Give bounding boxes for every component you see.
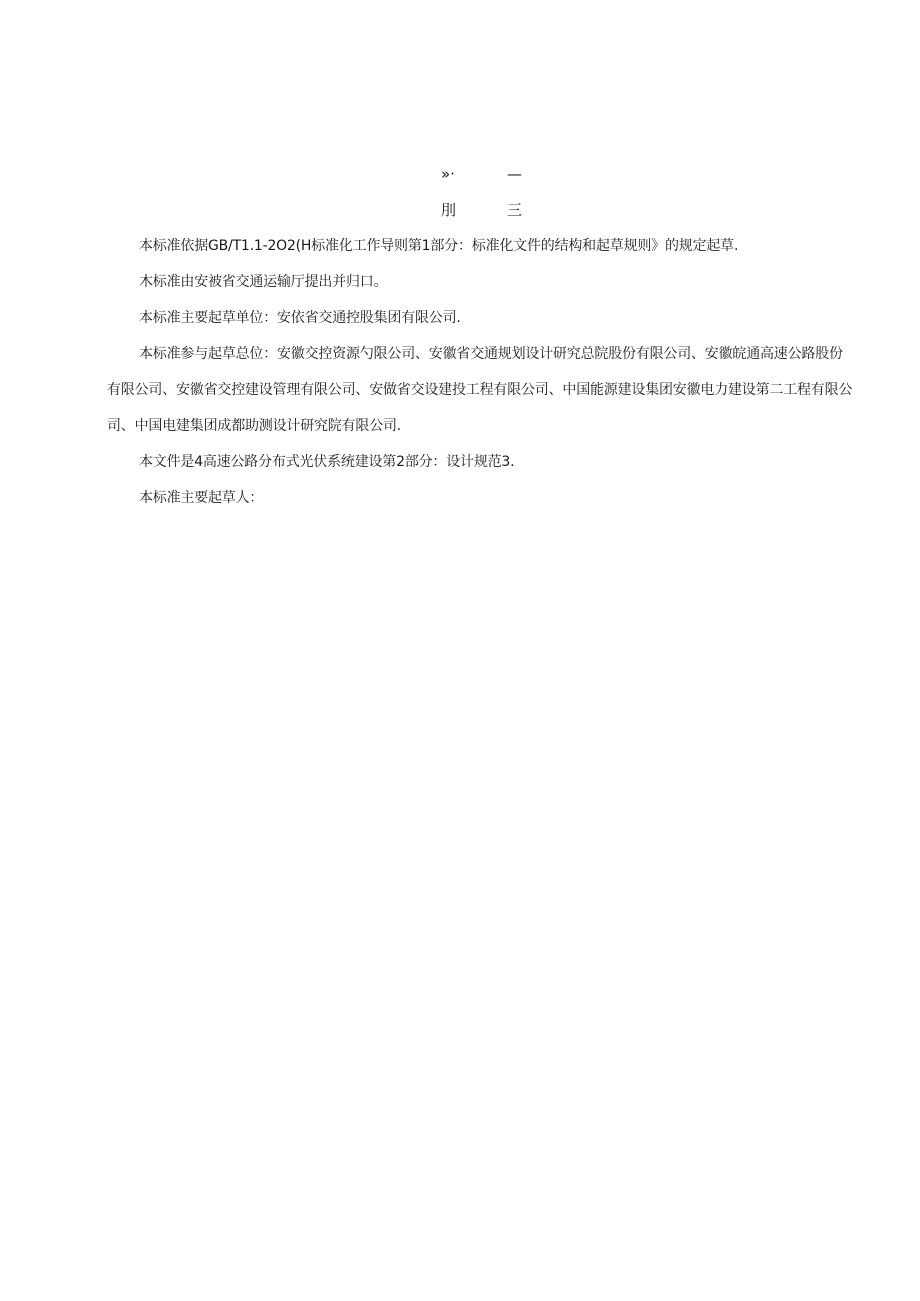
paragraph-main-drafting-unit: 本标准主要起草单位：安依省交通控股集团有限公司. — [139, 310, 461, 326]
heading-title-right: 三 — [507, 201, 523, 219]
heading-mark-left: »· — [441, 165, 455, 183]
paragraph-proposer: 木标准由安被省交通运输厅提出并归口。 — [139, 274, 388, 290]
heading-title-left: 刖 — [441, 201, 457, 219]
paragraph-drafting-basis: 本标准依据GB/T1.1-2O2(H标准化工作导则第1部分：标准化文件的结构和起草规则》的规定起草. — [139, 238, 739, 254]
paragraph-document-part: 本文件是4高速公路分布式光伏系统建设第2部分：设计规范3. — [139, 454, 515, 470]
heading-mark-right: — — [507, 165, 522, 183]
paragraph-participating-units: 本标准参与起草总位：安徽交控资源勺限公司、安徽省交通规划设计研究总院股份有限公司、安徽皖通高速公路股份有限公司、安徽省交控建设管理有限公司、安做省交设建投工程有限公司、中国能源建设集团安徽电力建设第二工程有限公司、中国电建集团成都助测设计研究院有限公司. — [107, 346, 853, 434]
paragraph-main-drafters: 本标准主要起草人： — [139, 490, 264, 506]
